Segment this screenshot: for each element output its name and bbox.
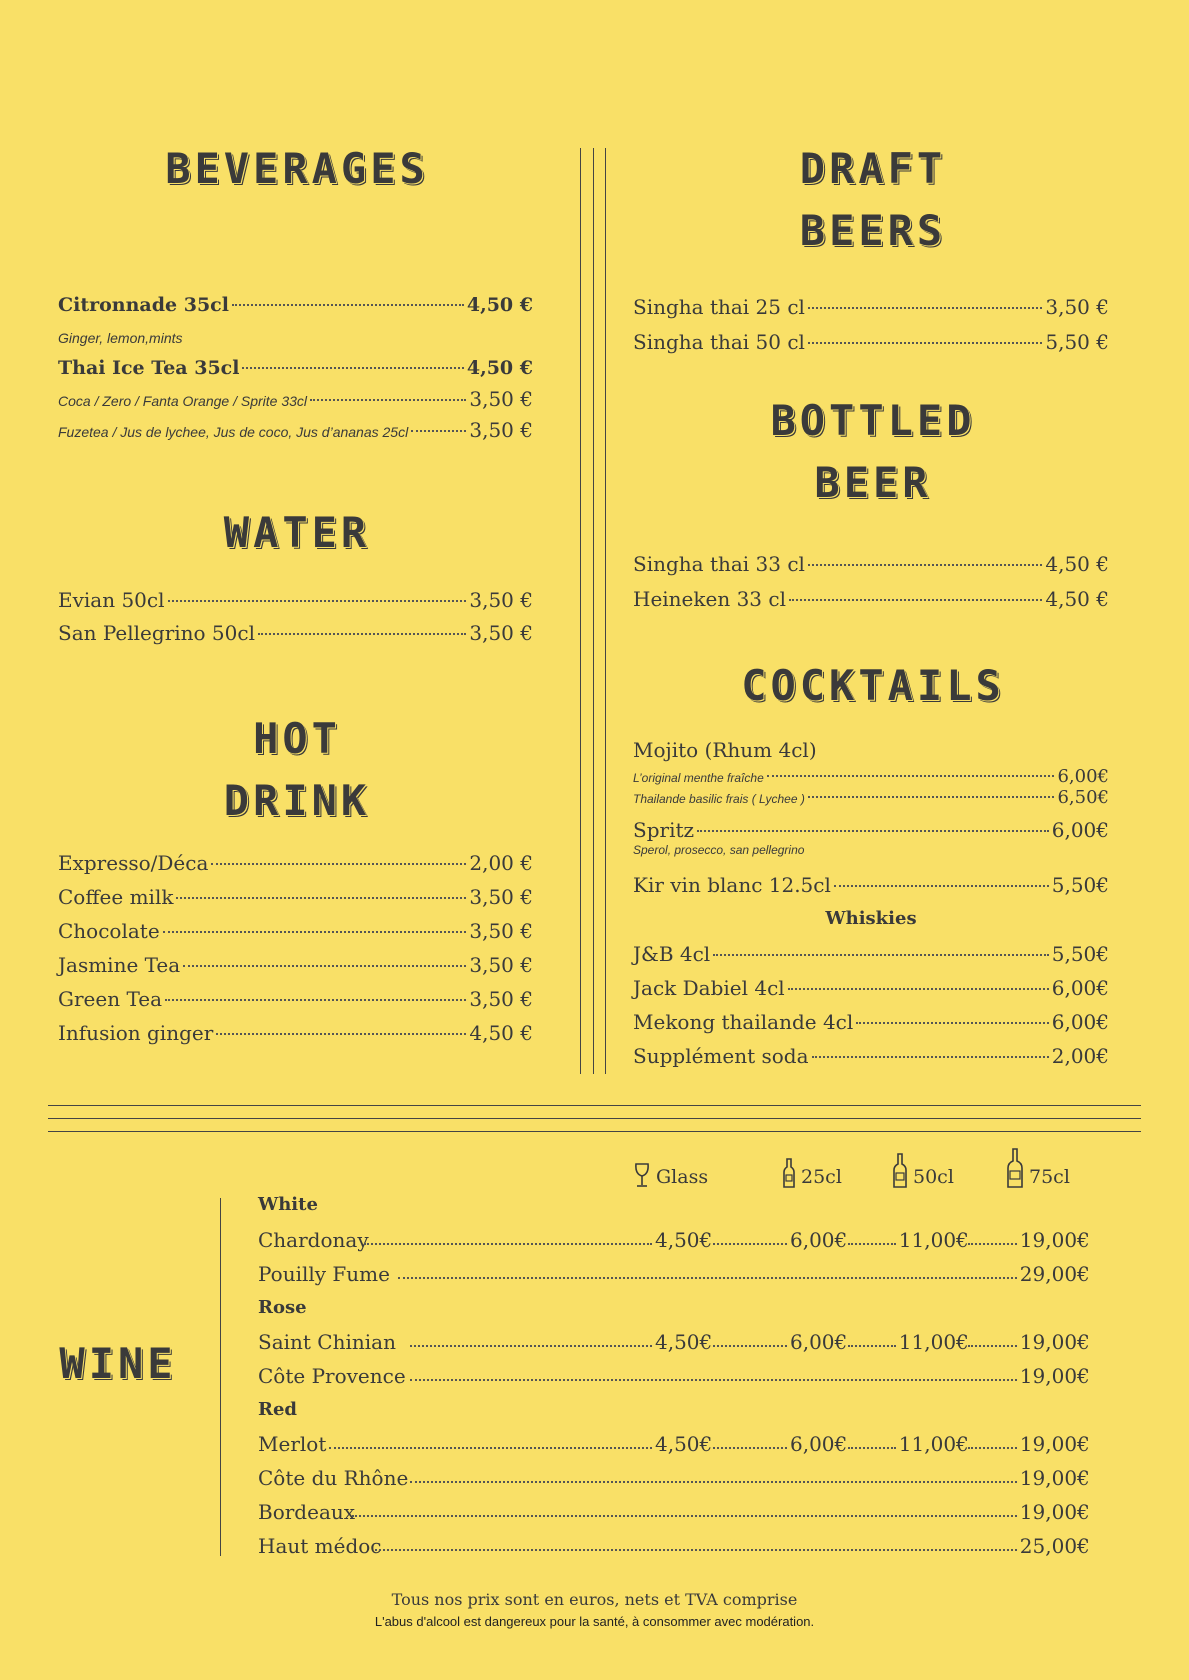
menu-row (58, 851, 533, 875)
item-label: Mekong thailande 4cl (633, 1010, 854, 1034)
heading-line: DRAFT (799, 144, 947, 193)
wine-price: 11,00€ (898, 1228, 969, 1252)
menu-row (633, 818, 1109, 842)
item-description: Sperol, prosecco, san pellegrino (633, 843, 805, 857)
menu-row (633, 330, 1109, 354)
wine-price: 6,00€ (790, 1228, 848, 1252)
item-price: 3,50 € (469, 885, 533, 909)
wine-price: 4,50€ (655, 1228, 713, 1252)
menu-row (58, 621, 533, 645)
menu-row (633, 942, 1109, 966)
wine-name: Pouilly Fume (258, 1262, 390, 1286)
item-label: J&B 4cl (633, 942, 711, 966)
item-price: 4,50 € (1045, 552, 1109, 576)
menu-row (58, 294, 533, 316)
menu-row (633, 766, 1109, 787)
wine-price: 29,00€ (1019, 1262, 1090, 1286)
item-price: 3,50 € (469, 588, 533, 612)
dot-leader (848, 1447, 896, 1449)
item-label: L’original menthe fraîche (633, 771, 764, 785)
item-label: Kir vin blanc 12.5cl (633, 873, 831, 897)
item-label: Thailande basilic frais ( Lychee ) (633, 792, 805, 806)
dot-leader (398, 1277, 1017, 1279)
column-label: 50cl (913, 1166, 954, 1188)
item-price: 6,00€ (1051, 976, 1109, 1000)
heading-cocktails: COCKTAILS (741, 661, 1005, 710)
wine-price: 4,50€ (655, 1330, 713, 1354)
heading-draft-beers (633, 138, 1113, 262)
column-divider (580, 148, 581, 1074)
whiskies-title: Whiskies (825, 908, 917, 929)
item-price: 3,50 € (469, 953, 533, 977)
heading-line: BOTTLED (770, 396, 976, 445)
item-price: 6,00€ (1051, 1010, 1109, 1034)
wine-name: Haut médoc (258, 1534, 382, 1558)
dot-leader (848, 1243, 896, 1245)
column-header-50cl (893, 1153, 954, 1188)
wine-price: 6,00€ (790, 1432, 848, 1456)
wine-price: 19,00€ (1019, 1228, 1090, 1252)
item-label: Thai Ice Tea 35cl (58, 357, 240, 379)
wine-price: 19,00€ (1019, 1500, 1090, 1524)
menu-row (633, 873, 1109, 897)
item-price: 4,50 € (1045, 587, 1109, 611)
menu-row (633, 587, 1109, 611)
item-label: Coffee milk (58, 885, 174, 909)
item-price: 3,50 € (469, 387, 533, 411)
section-divider (48, 1105, 1141, 1106)
item-price: 4,50 € (469, 1021, 533, 1045)
item-price: 3,50 € (469, 621, 533, 645)
menu-row (633, 295, 1109, 319)
wine-price: 11,00€ (898, 1432, 969, 1456)
wine-name: Saint Chinian (258, 1330, 396, 1354)
item-label: Jasmine Tea (58, 953, 181, 977)
item-label: Infusion ginger (58, 1021, 214, 1045)
wine-price: 11,00€ (898, 1330, 969, 1354)
heading-water: WATER (223, 508, 371, 557)
dot-leader (713, 1447, 787, 1449)
wine-name: Bordeaux (258, 1500, 356, 1524)
item-label: Green Tea (58, 987, 162, 1011)
item-label: Expresso/Déca (58, 851, 209, 875)
column-label: Glass (656, 1166, 709, 1188)
footer-price-note: Tous nos prix sont en euros, nets et TVA comprise (391, 1590, 798, 1609)
item-label: Fuzetea / Jus de lychee, Jus de coco, Jus d’ananas 25cl (58, 424, 409, 440)
menu-row (58, 987, 533, 1011)
wine-category: White (258, 1194, 318, 1215)
item-label: Evian 50cl (58, 588, 165, 612)
wine-price: 19,00€ (1019, 1364, 1090, 1388)
dot-leader (329, 1447, 652, 1449)
item-price: 3,50 € (469, 987, 533, 1011)
menu-row (58, 953, 533, 977)
item-price: 6,00€ (1057, 766, 1109, 787)
menu-row (633, 1044, 1109, 1068)
item-label: Supplément soda (633, 1044, 809, 1068)
bottle-icon (893, 1153, 907, 1188)
bottle-icon (1007, 1148, 1023, 1188)
menu-row (58, 885, 533, 909)
wine-glass-icon (634, 1162, 650, 1188)
wine-price: 19,00€ (1019, 1330, 1090, 1354)
wine-price: 19,00€ (1019, 1466, 1090, 1490)
menu-row (58, 387, 533, 411)
heading-line: DRINK (223, 776, 371, 825)
item-label: Coca / Zero / Fanta Orange / Sprite 33cl (58, 393, 308, 409)
item-label: Chocolate (58, 919, 160, 943)
item-price: 3,50 € (469, 919, 533, 943)
wine-name: Côte Provence (258, 1364, 406, 1388)
column-header-25cl (783, 1158, 842, 1188)
menu-row (58, 357, 533, 379)
bottle-icon (783, 1158, 795, 1188)
menu-row (58, 588, 533, 612)
heading-line: HOT (253, 714, 341, 763)
dot-leader (410, 1379, 1017, 1381)
item-label: Citronnade 35cl (58, 294, 229, 316)
dot-leader (713, 1345, 787, 1347)
column-label: 75cl (1029, 1166, 1070, 1188)
item-label: San Pellegrino 50cl (58, 621, 255, 645)
item-label: Singha thai 50 cl (633, 330, 805, 354)
item-price: 3,50 € (469, 418, 533, 442)
item-price: 4,50 € (466, 294, 533, 316)
heading-line: BEERS (799, 206, 947, 255)
menu-row (58, 418, 533, 442)
wine-name: Côte du Rhône (258, 1466, 409, 1490)
dot-leader (364, 1243, 653, 1245)
item-price: 6,50€ (1057, 787, 1109, 808)
wine-divider (220, 1198, 221, 1556)
item-price: 5,50€ (1051, 873, 1109, 897)
column-header-glass (634, 1162, 708, 1188)
wine-price: 25,00€ (1019, 1534, 1090, 1558)
wine-category: Red (258, 1399, 297, 1420)
menu-row (58, 919, 533, 943)
heading-hot-drink (58, 708, 536, 832)
item-price: 5,50€ (1051, 942, 1109, 966)
dot-leader (410, 1345, 653, 1347)
dot-leader (848, 1345, 896, 1347)
item-price: 4,50 € (466, 357, 533, 379)
item-label: Heineken 33 cl (633, 587, 786, 611)
section-divider (48, 1118, 1141, 1119)
dot-leader (352, 1515, 1017, 1517)
wine-price: 19,00€ (1019, 1432, 1090, 1456)
wine-name: Merlot (258, 1432, 327, 1456)
column-divider (593, 148, 594, 1074)
item-label: Singha thai 33 cl (633, 552, 805, 576)
item-label: Mojito (Rhum 4cl) (633, 738, 817, 762)
wine-price: 6,00€ (790, 1330, 848, 1354)
footer-alcohol-warning: L'abus d'alcool est dangereux pour la santé, à consommer avec modération. (374, 1614, 815, 1629)
column-label: 25cl (801, 1166, 842, 1188)
heading-bottled-beer (633, 390, 1113, 514)
item-price: 6,00€ (1051, 818, 1109, 842)
wine-name: Chardonay (258, 1228, 369, 1252)
item-label: Jack Dabiel 4cl (633, 976, 785, 1000)
dot-leader (968, 1345, 1017, 1347)
column-header-75cl (1007, 1148, 1070, 1188)
column-divider (605, 148, 606, 1074)
heading-beverages: BEVERAGES (165, 144, 429, 193)
dot-leader (713, 1243, 787, 1245)
section-divider (48, 1131, 1141, 1132)
menu-row (58, 1021, 533, 1045)
item-label: Spritz (633, 818, 695, 842)
item-price: 2,00€ (1051, 1044, 1109, 1068)
item-label: Singha thai 25 cl (633, 295, 805, 319)
heading-wine: WINE (59, 1339, 177, 1388)
dot-leader (410, 1481, 1017, 1483)
dot-leader (375, 1549, 1017, 1551)
heading-line: BEER (814, 458, 932, 507)
menu-row (633, 976, 1109, 1000)
menu-row (633, 1010, 1109, 1034)
item-price: 3,50 € (1045, 295, 1109, 319)
wine-category: Rose (258, 1297, 307, 1318)
menu-row (633, 787, 1109, 808)
item-price: 2,00 € (469, 851, 533, 875)
wine-price: 4,50€ (655, 1432, 713, 1456)
item-price: 5,50 € (1045, 330, 1109, 354)
menu-row (633, 552, 1109, 576)
dot-leader (968, 1243, 1017, 1245)
dot-leader (968, 1447, 1017, 1449)
item-description: Ginger, lemon,mints (58, 330, 183, 346)
